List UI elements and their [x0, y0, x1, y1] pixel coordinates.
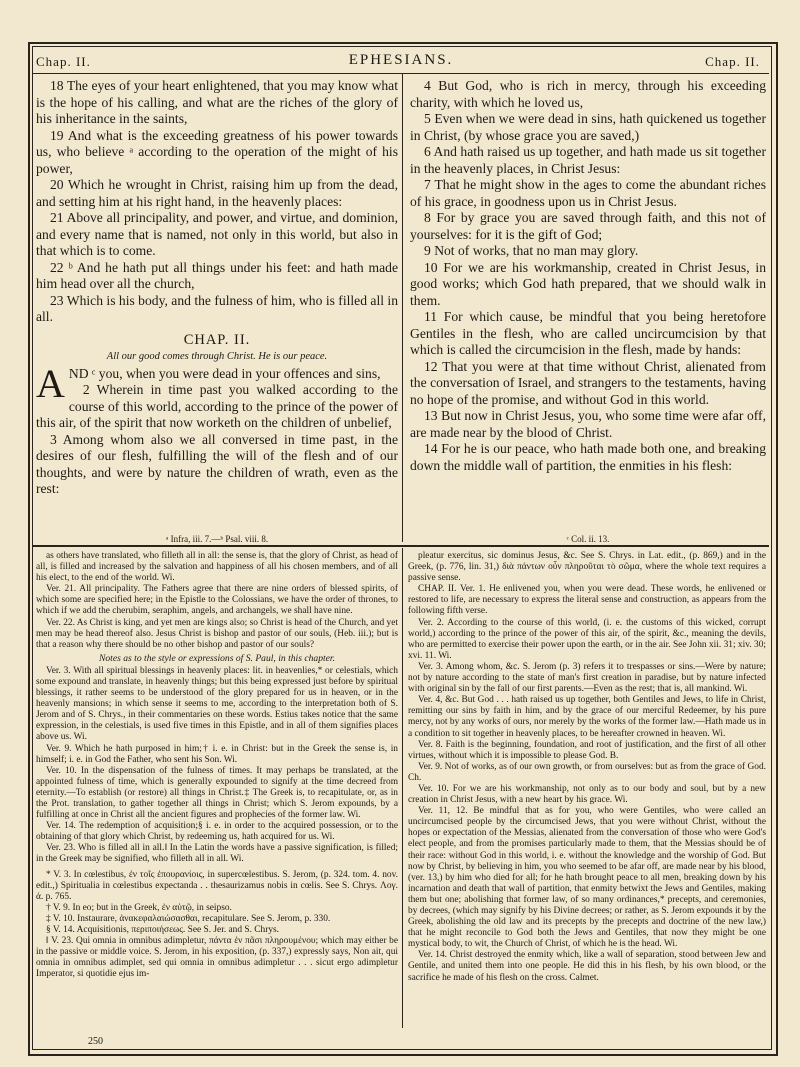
verses-ch1 — [36, 78, 398, 326]
verse: 6 And hath raised us up together, and hath made us sit together in the heavenly places, in Christ Jesus: — [410, 144, 766, 176]
column-divider — [402, 74, 403, 542]
verse: 13 But now in Christ Jesus, you, who some time were afar off, are made near by the blood of Christ. — [410, 408, 766, 440]
note-paragraph: Ver. 10. For we are his workmanship, not only as to our body and soul, but by a new creation in Christ Jesus, with a new heart by his grace. Wi. — [408, 783, 766, 806]
notes-rule — [33, 545, 769, 547]
note-paragraph: Ver. 23. Who is filled all in all.‖ In the Latin the words have a passive signification, is filled; in the Greek may be signified, who filleth all in all. Wi. — [36, 843, 398, 865]
footnote: § V. 14. Acquisitionis, περιποιήσεως. See S. Jer. and S. Chrys. — [46, 925, 280, 935]
verse: 22 ᵇ And he hath put all things under his feet: and hath made him head over all the church, — [36, 259, 398, 291]
verse: 18 The eyes of your heart enlightened, that you may know what is the hope of his calling, and what are the riches of the glory of his inheritance in the saints, — [36, 78, 398, 126]
footnotes — [36, 870, 398, 981]
note-paragraph: Ver. 9. Not of works, as of our own growth, or from ourselves: but as from the grace of God. Ch. — [408, 761, 766, 783]
scripture-left-column — [36, 78, 398, 544]
header-rule — [33, 73, 769, 74]
xref-right: ᶜ Col. ii. 13. — [566, 534, 610, 544]
verse: 3 Among whom also we all conversed in time past, in the desires of our flesh, fulfilling the will of the flesh and of our thoughts, and were by nature the children of wrath, even as the rest: — [36, 431, 398, 496]
verse: 5 Even when we were dead in sins, hath quickened us together in Christ, (by whose grace you are saved,) — [410, 111, 766, 143]
note-paragraph: Ver. 3. With all spiritual blessings in heavenly places: lit. in heavenlies,* or celestials, which some expound and translate, in heavenly things; but this being expressed just before by spiritual blessings, it rather seems to be understood of the glory prepared for us in heaven, or in the heavenly mansions; in which sense it seems to me, according to the interpretation both of S. Jerom and of S. Chrys., in their commentaries on these words. Estius takes notice that the same expression, in the celestials, is used five times in this Epistle, and in all of them signifies places above us. Wi. — [36, 665, 398, 743]
note-paragraph: Ver. 10. In the dispensation of the fulness of times. It may perhaps be translated, at the appointed fulness of time, which is generally expounded to signify at the time decreed from eternity.—To establish (or restore) all things in Christ.‡ The Greek is, to recapitulate, or, as in the Prot. translation, to gather together all things in Christ; which S. Jerom expounds, by a fulfilling at once in Christ all the ancient figures and prophecies of the former law. Wi. — [36, 765, 398, 821]
note-paragraph: Ver. 14. The redemption of acquisition;§ i. e. in order to the acquired possession, or to the obtaining of that glory which Christ, by redeeming us, hath acquired for us. Wi. — [36, 821, 398, 843]
note-paragraph: pleatur exercitus, sic dominus Jesus, &c. See S. Chrys. in Lat. edit., (p. 869,) and in the Greek, (p. 776, lin. 31,) διὰ πάντων οὖν πληροῦται τὸ σῶμα, where the whole text requires a passive sense. — [408, 551, 766, 584]
header-title: EPHESIANS. — [348, 52, 454, 68]
note-paragraph: Ver. 22. As Christ is king, and yet men are kings also; so Christ is head of the Church, and yet men may be head thereof also. Jesus Christ is bishop and pastor of our souls, (Heb. iii.); but is that a reason why there should be no other bishop and pastor of our souls? — [36, 617, 398, 650]
verse: 23 Which is his body, and the fulness of him, who is filled all in all. — [36, 292, 398, 324]
verses-ch2-left — [36, 382, 398, 498]
note-paragraph: Ver. 8. Faith is the beginning, foundation, and root of justification, and the first of all other virtues, without which it is impossible to please God. B. — [408, 739, 766, 761]
notes-divider — [402, 548, 403, 1028]
footnote: ‡ V. 10. Instaurare, ἀνακεφαλαιώσασθαι, recapitulare. See S. Jerom, p. 330. — [46, 913, 331, 924]
chapter-heading: CHAP. II. — [183, 331, 251, 348]
note-paragraph: Ver. 21. All principality. The Fathers agree that there are nine orders of blessed spirits, of which some are specified here; in the Epistle to the Colossians, we have the order of thrones, to which if we add the cherubim, seraphim, angels, and archangels, we shall have nine. — [36, 584, 398, 617]
note-paragraph: Ver. 11, 12. Be mindful that as for you, who were Gentiles, who were called an uncircumcised people by the circumcised Jews, that you were without Christ, without the hopes or expectation of the Messias, alienated from the conversation of those who were God's elect people, and from the promises particularly made to them, that the Messias should be of their race: without God in this world, i. e. without the knowledge and the worship of God. But now by Christ, by believing in him, you who seemed to be afar off, are made near by his blood, (ver. 13,) by him who died for all; for he hath brought peace to all men, breaking down by his incarnation and death that wall of partition, that enmity betwixt the Jews and Gentiles, making them but one; abolishing that former law, of so many ordinances,* precepts, and ceremonies, by decrees, (which may signify by his Divine decrees; or rather, as S. Jerom expounds it by the Greek, abolishing the old law and its precepts by the precepts and doctrine of the new law,) that he might reconcile to God both the Jews and Gentiles, that now they might be one mystical body, to wit, the Church of Christ, of which he is the head. Wi. — [408, 806, 766, 950]
xref-left: ᵃ Infra, iii. 7.—ᵇ Psal. viii. 8. — [165, 534, 269, 544]
verse: 8 For by grace you are saved through faith, and this not of yourselves: for it is the gift of God; — [410, 210, 766, 242]
verse-1: AND ᶜ you, when you were dead in your offences and sins, — [36, 360, 381, 406]
verse: 21 Above all principality, and power, and virtue, and dominion, and every name that is named, not only in this world, but also in that which is to come. — [36, 210, 398, 258]
page-number: 250 — [88, 1036, 103, 1047]
running-header — [36, 50, 766, 72]
footnote: † V. 9. In eo; but in the Greek, ἐν αὐτῷ, in seipso. — [46, 902, 232, 913]
scripture-right-column — [410, 78, 766, 532]
commentary-right — [408, 551, 766, 1036]
verse: 2 Wherein in time past you walked according to the course of this world, according to the prince of the power of this air, of the spirit that now worketh on the children of unbelief, — [36, 382, 398, 430]
commentary-left — [36, 551, 398, 1036]
verse: 9 Not of works, that no man may glory. — [424, 243, 639, 258]
note-paragraph: Ver. 14. Christ destroyed the enmity which, like a wall of separation, stood between Jew and Gentile, and united them into one people. He did this in his flesh, by his own blood, or the sacrifice he made of his flesh on the cross. Calmet. — [408, 950, 766, 983]
note-paragraph: Ver. 4, &c. But God . . . hath raised us up together, both Gentiles and Jews, to life in Christ, remitting our sins by faith in him, and by the grace of our merciful Redeemer, by his pure mercy, not by any works of ours, nor merely by the works of the former law.—Hath made us in a condition to sit together in heavenly places, to be hereafter crowned in heaven. Wi. — [408, 695, 766, 739]
verse: 7 That he might show in the ages to come the abundant riches of his grace, in goodness upon us in Christ Jesus. — [410, 177, 766, 209]
verse: 11 For which cause, be mindful that you being heretofore Gentiles in the flesh, who are called uncircumcision by that which is called the circumcision in the flesh, made by hands: — [410, 309, 766, 357]
footnote: ‖ V. 23. Qui omnia in omnibus adimpletur, πάντα ἐν πᾶσι πληρουμένου; which may either be in the passive or middle voice. S. Jerom, in his exposition, (p. 337,) expressly says, Non ait, qui omnia in omnibus adimplet, sed qui omnia in omnibus adimpletur . . . sicut ergo adimpletur Imperator, si quotidie ejus im- — [36, 936, 398, 980]
verse: 12 That you were at that time without Christ, alienated from the conversation of Israel, and strangers to the testaments, having no hope of the promise, and without God in this world. — [410, 358, 766, 407]
header-left: Chap. II. — [36, 54, 91, 69]
note-paragraph: CHAP. II. Ver. 1. He enlivened you, when you were dead. These words, he enlivened or restored to life, are necessary to express the literal sense and construction, as appears from the following fifth verse. — [408, 584, 766, 617]
verse: 14 For he is our peace, who hath made both one, and breaking down the middle wall of partition, the enmities in his flesh: — [410, 441, 766, 473]
verse: 20 Which he wrought in Christ, raising him up from the dead, and setting him at his right hand, in the heavenly places: — [36, 177, 398, 209]
note-paragraph: Ver. 9. Which he hath purposed in him;† i. e. in Christ: but in the Greek the sense is, in himself; i. e. in God the Father, who sent his Son. Wi. — [36, 743, 398, 765]
verse: 10 For we are his workmanship, created in Christ Jesus, in good works; which God hath prepared, that we should walk in them. — [410, 259, 766, 308]
verse: 19 And what is the exceeding greatness of his power towards us, who believe ᵃ according to the operation of the might of his power, — [36, 127, 398, 176]
verses-ch2-right — [410, 78, 766, 474]
note-paragraph: Ver. 2. According to the course of this world, (i. e. the customs of this wicked, corrupt world,) according to the prince of the power of this air, of the spirit, &c., meaning the devils, who are permitted to exercise their power upon the earth, or in the air. See John xii. 31; xiv. 30; xvi. 11. Wi. — [408, 617, 766, 661]
verse: 4 But God, who is rich in mercy, through his exceeding charity, with which he loved us, — [410, 78, 766, 110]
notes-subheading: Notes as to the style or expressions of S. Paul, in this chapter. — [98, 652, 335, 664]
header-right: Chap. II. — [705, 54, 760, 69]
footnote: * V. 3. In cœlestibus, ἐν τοῖς ἐπουρανίοις, in supercœlestibus. S. Jerom, (p. 324. tom. 4. nov. edit.,) Spiritualia in cœlestibus expectanda . . thesaurizamus nobis in cœlis. See S. Chrys. Λογ. ά. p. 765. — [36, 869, 398, 902]
drop-cap: A — [36, 360, 65, 406]
note-paragraph: as others have translated, who filleth all in all: the sense is, that the glory of Christ, as head of all, is filled and increased by the salvation and happiness of all his chosen members, and of all his elect, to the end of the world. Wi. — [36, 551, 398, 584]
chapter-summary: All our good comes through Christ. He is our peace. — [106, 350, 328, 362]
note-paragraph: Ver. 3. Among whom, &c. S. Jerom (p. 3) refers it to trespasses or sins.—Were by nature; not by nature according to the state of man's first creation in paradise, but by nature infected with original sin by the fall of our first parents.—Even as the rest; that is, all mankind. Wi. — [408, 661, 766, 695]
